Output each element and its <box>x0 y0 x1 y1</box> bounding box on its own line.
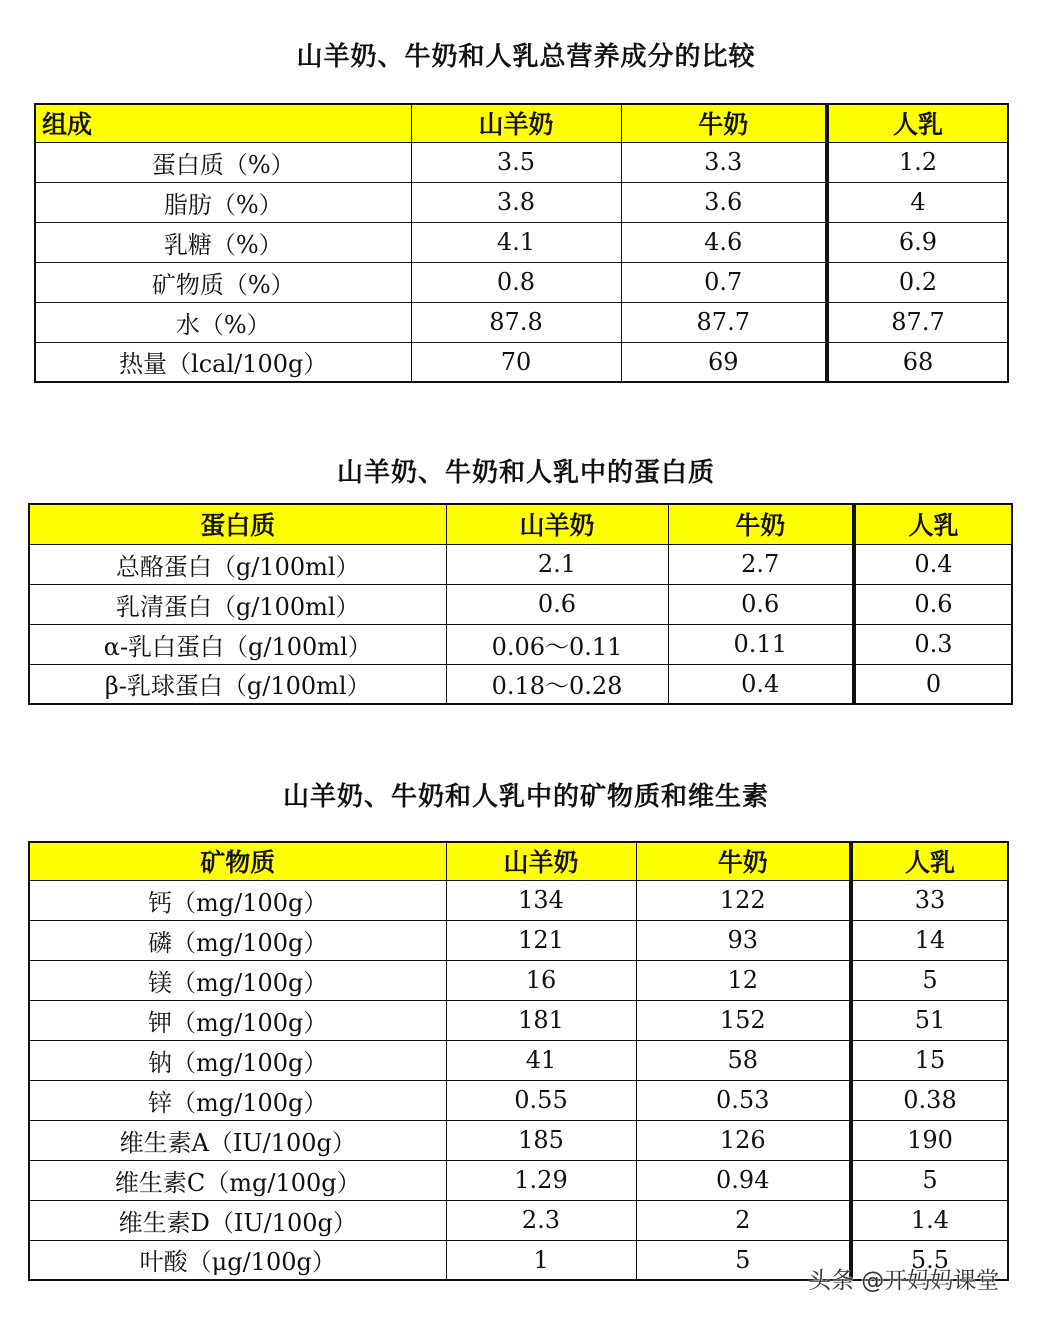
table-cell: 0.55 <box>446 1080 636 1120</box>
table-cell: 5.5 <box>851 1240 1008 1280</box>
column-header: 人乳 <box>827 104 1008 142</box>
table-cell: 185 <box>446 1120 636 1160</box>
table1-title: 山羊奶、牛奶和人乳总营养成分的比较 <box>296 42 756 72</box>
table-cell: 33 <box>851 880 1008 920</box>
table-cell: 68 <box>827 342 1008 382</box>
column-header: 组成 <box>35 104 411 142</box>
table-cell: 134 <box>446 880 636 920</box>
table-cell: 2 <box>636 1200 851 1240</box>
table-cell: 0.38 <box>851 1080 1008 1120</box>
table-cell: 4 <box>827 182 1008 222</box>
table-row <box>35 262 1008 302</box>
table3-title: 山羊奶、牛奶和人乳中的矿物质和维生素 <box>282 782 769 812</box>
table-row <box>29 584 1012 624</box>
table-row <box>29 624 1012 664</box>
table-cell: 5 <box>636 1240 851 1280</box>
column-header: 牛奶 <box>621 104 827 142</box>
table-cell: 6.9 <box>827 222 1008 262</box>
table-row <box>35 182 1008 222</box>
watermark: 头条 @开妈妈课堂 <box>808 1268 1000 1294</box>
table-row <box>29 1040 1008 1080</box>
table-cell: 1 <box>446 1240 636 1280</box>
table-row <box>29 960 1008 1000</box>
table-cell: 58 <box>636 1040 851 1080</box>
table2-title: 山羊奶、牛奶和人乳中的蛋白质 <box>336 458 715 488</box>
row-label: 叶酸（μg/100g） <box>29 1240 446 1280</box>
table-cell: 4.6 <box>621 222 827 262</box>
table-cell: 2.7 <box>668 544 854 584</box>
table-cell: 3.8 <box>411 182 621 222</box>
row-label: 热量（lcal/100g） <box>35 342 411 382</box>
row-label: β-乳球蛋白（g/100ml） <box>29 664 446 704</box>
table-cell: 3.6 <box>621 182 827 222</box>
minerals-vitamins-table <box>28 841 1009 1281</box>
row-label: 磷（mg/100g） <box>29 920 446 960</box>
column-header: 山羊奶 <box>446 504 668 544</box>
table-cell: 5 <box>851 960 1008 1000</box>
table-cell: 152 <box>636 1000 851 1040</box>
table-cell: 0.3 <box>854 624 1012 664</box>
table-cell: 4.1 <box>411 222 621 262</box>
table-row <box>35 302 1008 342</box>
table-cell: 0.4 <box>668 664 854 704</box>
table-cell: 1.4 <box>851 1200 1008 1240</box>
header-row <box>29 842 1008 880</box>
table-cell: 2.3 <box>446 1200 636 1240</box>
column-header: 人乳 <box>851 842 1008 880</box>
table-cell: 93 <box>636 920 851 960</box>
column-header: 蛋白质 <box>29 504 446 544</box>
row-label: 维生素A（IU/100g） <box>29 1120 446 1160</box>
table-cell: 87.8 <box>411 302 621 342</box>
row-label: 乳清蛋白（g/100ml） <box>29 584 446 624</box>
table-cell: 0.06～0.11 <box>446 624 668 664</box>
table-cell: 1.2 <box>827 142 1008 182</box>
table-cell: 122 <box>636 880 851 920</box>
table-cell: 0.53 <box>636 1080 851 1120</box>
table-cell: 121 <box>446 920 636 960</box>
row-label: 镁（mg/100g） <box>29 960 446 1000</box>
protein-table <box>28 503 1013 705</box>
row-label: 矿物质（%） <box>35 262 411 302</box>
table-cell: 0.2 <box>827 262 1008 302</box>
table-cell: 1.29 <box>446 1160 636 1200</box>
table-cell: 69 <box>621 342 827 382</box>
row-label: 锌（mg/100g） <box>29 1080 446 1120</box>
table-cell: 12 <box>636 960 851 1000</box>
table-row <box>29 1120 1008 1160</box>
table-cell: 5 <box>851 1160 1008 1200</box>
table-cell: 51 <box>851 1000 1008 1040</box>
table-row <box>29 920 1008 960</box>
table-row <box>29 1080 1008 1120</box>
row-label: 水（%） <box>35 302 411 342</box>
table-cell: 87.7 <box>621 302 827 342</box>
row-label: 总酪蛋白（g/100ml） <box>29 544 446 584</box>
table-row <box>35 342 1008 382</box>
table-cell: 0.6 <box>668 584 854 624</box>
table-cell: 14 <box>851 920 1008 960</box>
table-cell: 0.8 <box>411 262 621 302</box>
table-row <box>29 1200 1008 1240</box>
row-label: 维生素D（IU/100g） <box>29 1200 446 1240</box>
table-cell: 15 <box>851 1040 1008 1080</box>
table-cell: 0.4 <box>854 544 1012 584</box>
table-cell: 0.6 <box>446 584 668 624</box>
table-row <box>29 544 1012 584</box>
table-cell: 190 <box>851 1120 1008 1160</box>
table-cell: 0 <box>854 664 1012 704</box>
table-row <box>35 222 1008 262</box>
table-row <box>29 1160 1008 1200</box>
column-header: 山羊奶 <box>446 842 636 880</box>
row-label: 乳糖（%） <box>35 222 411 262</box>
row-label: 蛋白质（%） <box>35 142 411 182</box>
table-row <box>29 664 1012 704</box>
table-row <box>35 142 1008 182</box>
header-row <box>29 504 1012 544</box>
table-row <box>29 1000 1008 1040</box>
row-label: 钙（mg/100g） <box>29 880 446 920</box>
row-label: 脂肪（%） <box>35 182 411 222</box>
nutrition-comparison-table <box>34 103 1009 383</box>
table-cell: 0.18～0.28 <box>446 664 668 704</box>
row-label: 钠（mg/100g） <box>29 1040 446 1080</box>
table-cell: 0.6 <box>854 584 1012 624</box>
column-header: 山羊奶 <box>411 104 621 142</box>
column-header: 牛奶 <box>668 504 854 544</box>
column-header: 矿物质 <box>29 842 446 880</box>
table-cell: 41 <box>446 1040 636 1080</box>
table-cell: 126 <box>636 1120 851 1160</box>
table-cell: 70 <box>411 342 621 382</box>
column-header: 牛奶 <box>636 842 851 880</box>
row-label: α-乳白蛋白（g/100ml） <box>29 624 446 664</box>
header-row <box>35 104 1008 142</box>
table-cell: 87.7 <box>827 302 1008 342</box>
row-label: 维生素C（mg/100g） <box>29 1160 446 1200</box>
row-label: 钾（mg/100g） <box>29 1000 446 1040</box>
table-cell: 2.1 <box>446 544 668 584</box>
table-cell: 0.94 <box>636 1160 851 1200</box>
table-cell: 181 <box>446 1000 636 1040</box>
table-cell: 3.5 <box>411 142 621 182</box>
table-cell: 16 <box>446 960 636 1000</box>
column-header: 人乳 <box>854 504 1012 544</box>
table-cell: 0.7 <box>621 262 827 302</box>
table-cell: 0.11 <box>668 624 854 664</box>
table-row <box>29 880 1008 920</box>
table-cell: 3.3 <box>621 142 827 182</box>
